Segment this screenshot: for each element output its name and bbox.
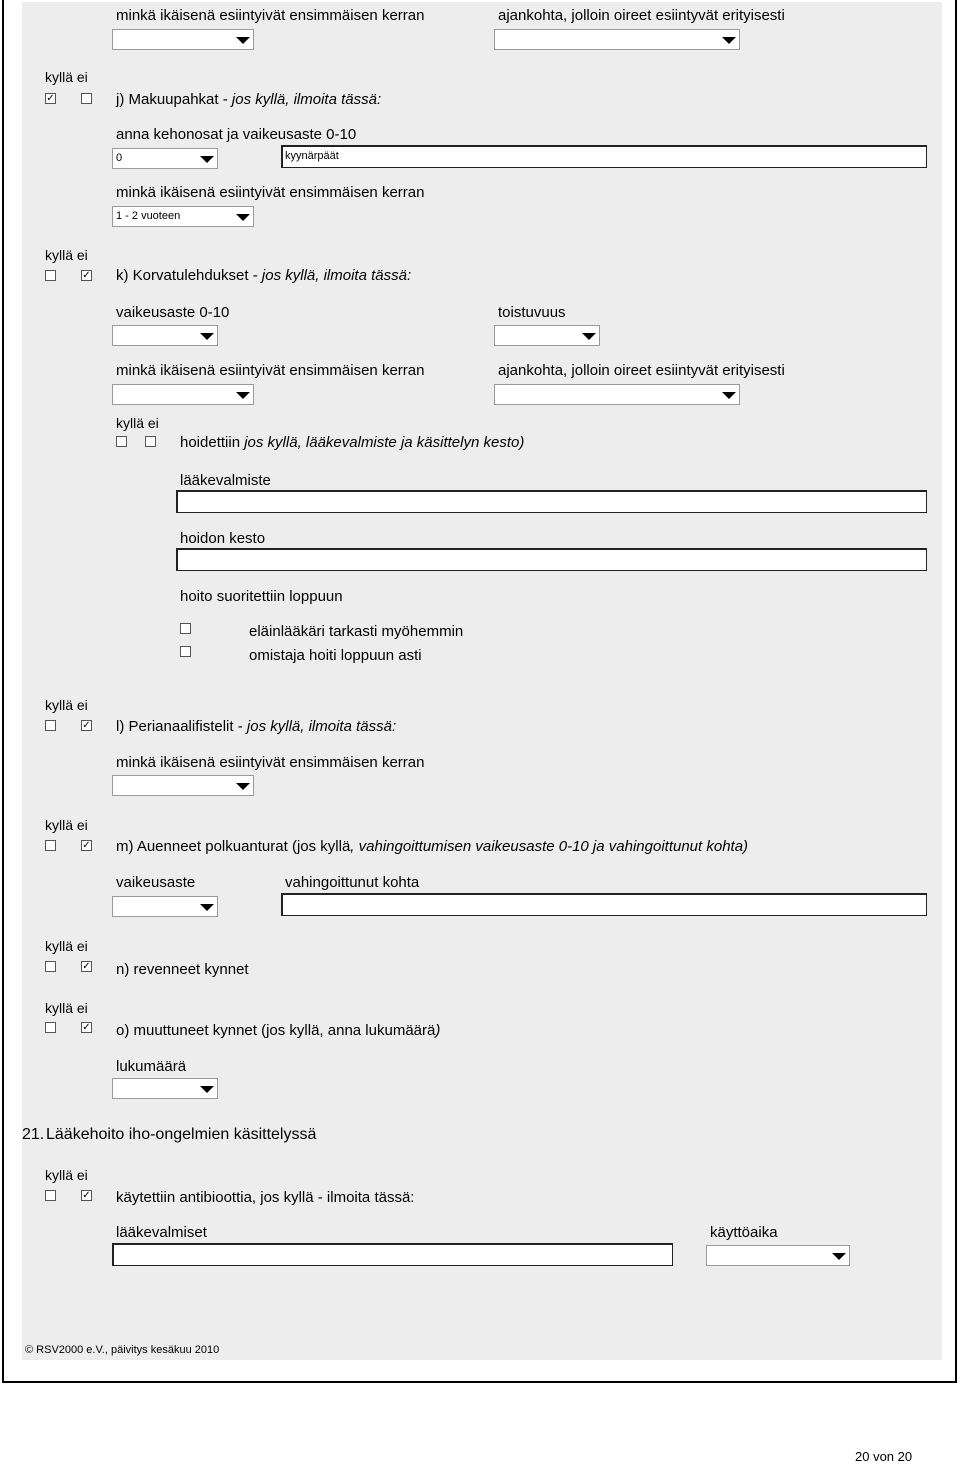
j-age-first-select[interactable]: 1 - 2 vuoteen bbox=[112, 206, 254, 227]
j-age-first-label: minkä ikäisenä esiintyivät ensimmäisen kerran bbox=[116, 184, 425, 201]
chevron-down-icon bbox=[722, 37, 736, 44]
o-no-checkbox[interactable]: ✓ bbox=[82, 1022, 91, 1033]
k-medication-input[interactable] bbox=[176, 490, 927, 513]
k-duration-input[interactable] bbox=[176, 548, 927, 571]
l-title: l) Perianaalifistelit - jos kyllä, ilmoita tässä: bbox=[116, 718, 397, 735]
k-medication-label: lääkevalmiste bbox=[180, 472, 271, 489]
antibiotics-yes-checkbox[interactable] bbox=[45, 1190, 56, 1201]
chevron-down-icon bbox=[582, 333, 596, 340]
k-treat-no-checkbox[interactable] bbox=[145, 436, 156, 447]
k-treated-title: hoidettiin jos kyllä, lääkevalmiste ja käsittelyn kesto) bbox=[180, 434, 525, 451]
page-number: 20 von 20 bbox=[855, 1449, 913, 1464]
antibiotics-no-checkbox[interactable]: ✓ bbox=[82, 1190, 91, 1201]
j-title: j) Makuupahkat - jos kyllä, ilmoita tässä: bbox=[116, 91, 382, 108]
k-title: k) Korvatulehdukset - jos kyllä, ilmoita tässä: bbox=[116, 267, 412, 284]
m-damaged-site-input[interactable] bbox=[281, 893, 927, 916]
k-treat-yes-no-header: kyllä ei bbox=[116, 415, 159, 431]
o-count-label: lukumäärä bbox=[116, 1058, 187, 1075]
chevron-down-icon bbox=[236, 783, 250, 790]
yes-no-header: kyllä ei bbox=[45, 697, 88, 713]
k-vet-checkbox[interactable] bbox=[180, 623, 191, 634]
section-21-title: Lääkehoito iho-ongelmien käsittelyssä bbox=[46, 1126, 317, 1143]
l-no-checkbox[interactable]: ✓ bbox=[82, 720, 91, 731]
k-frequency-select[interactable] bbox=[494, 325, 600, 346]
k-age-first-label: minkä ikäisenä esiintyivät ensimmäisen kerran bbox=[116, 362, 425, 379]
period-select[interactable] bbox=[494, 29, 740, 50]
o-count-select[interactable] bbox=[112, 1078, 218, 1099]
k-age-first-select[interactable] bbox=[112, 384, 254, 405]
k-duration-label: hoidon kesto bbox=[180, 530, 266, 547]
k-period-select[interactable] bbox=[494, 384, 740, 405]
k-owner-checkbox[interactable] bbox=[180, 646, 191, 657]
n-title: n) revenneet kynnet bbox=[116, 961, 249, 978]
k-no-checkbox[interactable]: ✓ bbox=[82, 270, 91, 281]
n-no-checkbox[interactable]: ✓ bbox=[82, 961, 91, 972]
period-label: ajankohta, jolloin oireet esiintyvät erityisesti bbox=[498, 7, 785, 24]
age-first-select[interactable] bbox=[112, 29, 254, 50]
usage-time-select[interactable] bbox=[706, 1245, 850, 1266]
l-age-first-select[interactable] bbox=[112, 775, 254, 796]
m-severity-select[interactable] bbox=[112, 896, 218, 917]
m-no-checkbox[interactable]: ✓ bbox=[82, 840, 91, 851]
k-treat-yes-checkbox[interactable] bbox=[116, 436, 127, 447]
k-completed-label: hoito suoritettiin loppuun bbox=[180, 588, 343, 605]
chevron-down-icon bbox=[236, 214, 250, 221]
age-first-label: minkä ikäisenä esiintyivät ensimmäisen kerran bbox=[116, 7, 425, 24]
j-yes-checkbox[interactable]: ✓ bbox=[46, 93, 55, 104]
copyright-footer: © RSV2000 e.V., päivitys kesäkuu 2010 bbox=[25, 1344, 220, 1356]
yes-no-header: kyllä ei bbox=[45, 938, 88, 954]
k-severity-label: vaikeusaste 0-10 bbox=[116, 304, 230, 321]
chevron-down-icon bbox=[236, 37, 250, 44]
n-yes-checkbox[interactable] bbox=[45, 961, 56, 972]
o-yes-checkbox[interactable] bbox=[45, 1022, 56, 1033]
j-severity-select[interactable]: 0 bbox=[112, 148, 218, 169]
yes-no-header: kyllä ei bbox=[45, 817, 88, 833]
o-title: o) muuttuneet kynnet (jos kyllä, anna lukumäärä) bbox=[116, 1022, 441, 1039]
k-severity-select[interactable] bbox=[112, 325, 218, 346]
antibiotics-question: käytettiin antibioottia, jos kyllä - ilmoita tässä: bbox=[116, 1189, 415, 1206]
chevron-down-icon bbox=[200, 1086, 214, 1093]
k-yes-checkbox[interactable] bbox=[45, 270, 56, 281]
k-vet-option-label: eläinlääkäri tarkasti myöhemmin bbox=[249, 623, 464, 640]
j-body-part-input[interactable]: kyynärpäät bbox=[281, 145, 927, 168]
k-frequency-label: toistuvuus bbox=[498, 304, 566, 321]
usage-time-label: käyttöaika bbox=[710, 1224, 778, 1241]
medications-label: lääkevalmiset bbox=[116, 1224, 207, 1241]
m-title: m) Auenneet polkuanturat (jos kyllä, vahingoittumisen vaikeusaste 0-10 ja vahingoittunut kohta) bbox=[116, 838, 749, 855]
chevron-down-icon bbox=[722, 392, 736, 399]
chevron-down-icon bbox=[236, 392, 250, 399]
yes-no-header: kyllä ei bbox=[45, 1167, 88, 1183]
m-yes-checkbox[interactable] bbox=[45, 840, 56, 851]
section-21-number: 21. bbox=[22, 1126, 45, 1143]
chevron-down-icon bbox=[200, 156, 214, 163]
chevron-down-icon bbox=[200, 333, 214, 340]
medications-input[interactable] bbox=[112, 1243, 673, 1266]
yes-no-header: kyllä ei bbox=[45, 247, 88, 263]
chevron-down-icon bbox=[200, 904, 214, 911]
k-period-label: ajankohta, jolloin oireet esiintyvät erityisesti bbox=[498, 362, 785, 379]
yes-no-header: kyllä ei bbox=[45, 69, 88, 85]
m-damaged-site-label: vahingoittunut kohta bbox=[285, 874, 420, 891]
l-age-first-label: minkä ikäisenä esiintyivät ensimmäisen kerran bbox=[116, 754, 425, 771]
m-severity-label: vaikeusaste bbox=[116, 874, 196, 891]
yes-no-header: kyllä ei bbox=[45, 1000, 88, 1016]
chevron-down-icon bbox=[832, 1253, 846, 1260]
j-body-parts-label: anna kehonosat ja vaikeusaste 0-10 bbox=[116, 126, 357, 143]
k-owner-option-label: omistaja hoiti loppuun asti bbox=[249, 647, 422, 664]
l-yes-checkbox[interactable] bbox=[45, 720, 56, 731]
j-no-checkbox[interactable] bbox=[81, 93, 92, 104]
